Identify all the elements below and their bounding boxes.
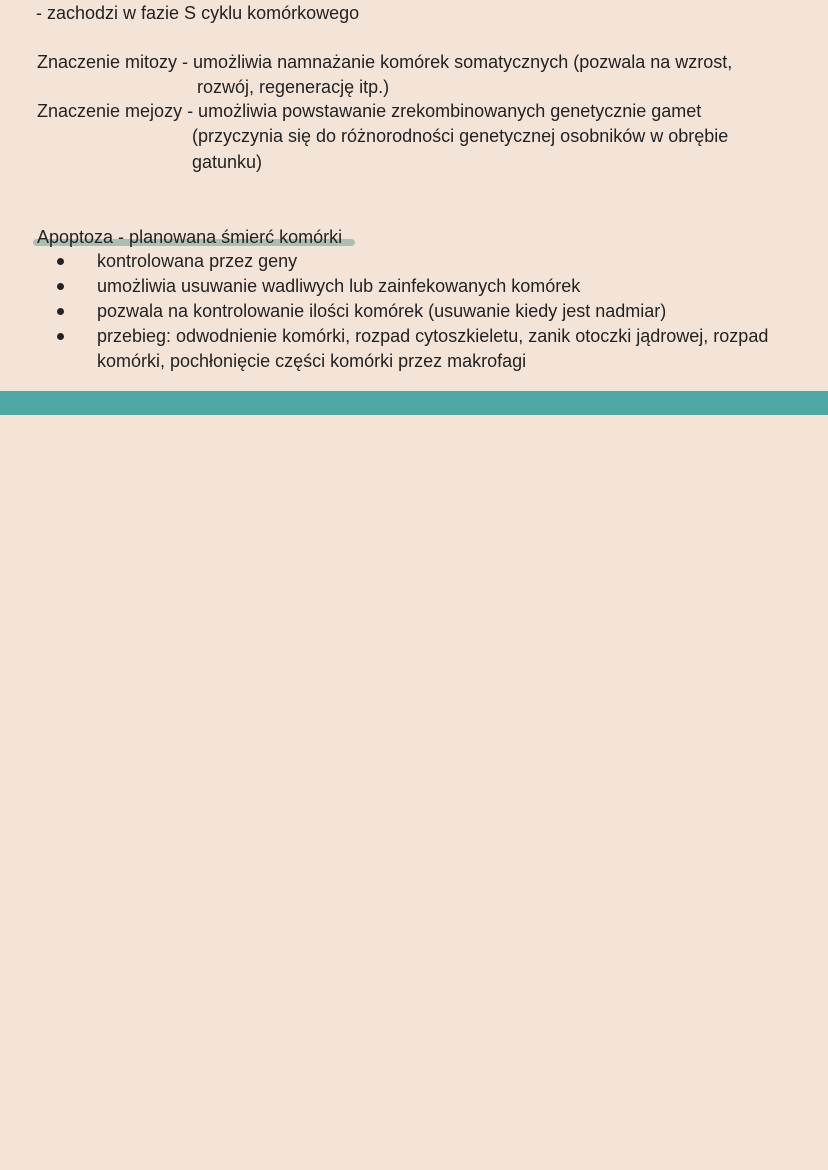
bullet-dot-icon bbox=[57, 283, 64, 290]
apoptosis-bullet-4-line-1: przebieg: odwodnienie komórki, rozpad cytoszkieletu, zanik otoczki jądrowej, rozpad bbox=[97, 326, 769, 346]
s-phase-note: - zachodzi w fazie S cyklu komórkowego bbox=[36, 3, 360, 23]
apoptosis-heading: Apoptoza - planowana śmierć komórki bbox=[37, 227, 343, 247]
bullet-dot-icon bbox=[57, 258, 64, 265]
teal-divider-band bbox=[0, 391, 828, 415]
meiosis-significance-line-3: gatunku) bbox=[192, 152, 263, 172]
bullet-dot-icon bbox=[57, 333, 64, 340]
apoptosis-bullet-3: pozwala na kontrolowanie ilości komórek (usuwanie kiedy jest nadmiar) bbox=[97, 301, 667, 321]
apoptosis-bullet-2: umożliwia usuwanie wadliwych lub zainfekowanych komórek bbox=[97, 276, 581, 296]
bullet-dot-icon bbox=[57, 308, 64, 315]
meiosis-significance-line-1: Znaczenie mejozy - umożliwia powstawanie zrekombinowanych genetycznie gamet bbox=[37, 101, 702, 121]
mitosis-significance-line-2: rozwój, regenerację itp.) bbox=[197, 77, 390, 97]
apoptosis-bullet-1: kontrolowana przez geny bbox=[97, 251, 298, 271]
apoptosis-bullet-4-line-2: komórki, pochłonięcie części komórki przez makrofagi bbox=[97, 351, 527, 371]
meiosis-significance-line-2: (przyczynia się do różnorodności genetycznej osobników w obrębie bbox=[192, 126, 729, 146]
mitosis-significance-line-1: Znaczenie mitozy - umożliwia namnażanie komórek somatycznych (pozwala na wzrost, bbox=[37, 52, 733, 72]
